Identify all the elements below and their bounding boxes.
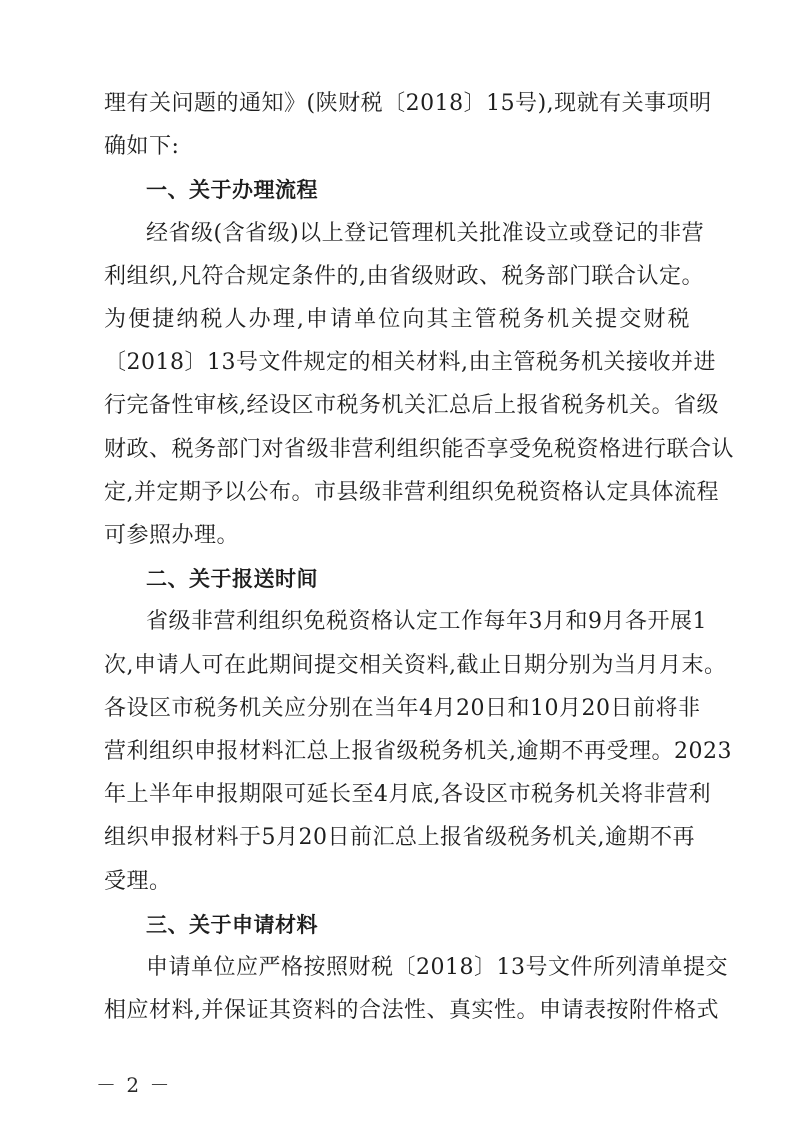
body-text-line: 理有关问题的通知》(陕财税〔2018〕15号),现就有关事项明 (104, 91, 712, 116)
body-text-line: 组织申报材料于5月20日前汇总上报省级税务机关,逾期不再 (104, 825, 695, 851)
body-text-line: 各设区市税务机关应分别在当年4月20日和10月20日前将非 (104, 695, 701, 721)
section-heading-submission-time: 二、关于报送时间 (146, 567, 318, 592)
section-heading-process: 一、关于办理流程 (146, 178, 318, 203)
body-text-line: 省级非营利组织免税资格认定工作每年3月和9月各开展1 (146, 609, 707, 635)
body-text-line: 财政、税务部门对省级非营利组织能否享受免税资格进行联合认 (104, 436, 735, 462)
body-text-line: 行完备性审核,经设区市税务机关汇总后上报省税务机关。省级 (104, 393, 719, 419)
page-number: － 2 － (96, 1073, 172, 1097)
body-text-line: 受理。 (104, 868, 172, 894)
body-text-line: 为便捷纳税人办理,申请单位向其主管税务机关提交财税 (104, 307, 690, 332)
body-text-line: 相应材料,并保证其资料的合法性、真实性。申请表按附件格式 (104, 998, 719, 1024)
body-text-line: 确如下: (104, 134, 180, 160)
body-text-line: 年上半年申报期限可延长至4月底,各设区市税务机关将非营利 (104, 782, 711, 808)
body-text-line: 营利组织申报材料汇总上报省级税务机关,逾期不再受理。2023 (104, 739, 732, 764)
body-text-line: 可参照办理。 (104, 523, 240, 548)
body-text-line: 〔2018〕13号文件规定的相关材料,由主管税务机关接收并进 (104, 350, 716, 376)
body-text-line: 经省级(含省级)以上登记管理机关批准设立或登记的非营 (146, 220, 705, 246)
body-text-line: 申请单位应严格按照财税〔2018〕13号文件所列清单提交 (146, 955, 728, 980)
section-heading-materials: 三、关于申请材料 (146, 912, 318, 937)
body-text-line: 次,申请人可在此期间提交相关资料,截止日期分别为当月月末。 (104, 652, 727, 678)
body-text-line: 利组织,凡符合规定条件的,由省级财政、税务部门联合认定。 (104, 263, 704, 289)
body-text-line: 定,并定期予以公布。市县级非营利组织免税资格认定具体流程 (104, 479, 719, 505)
